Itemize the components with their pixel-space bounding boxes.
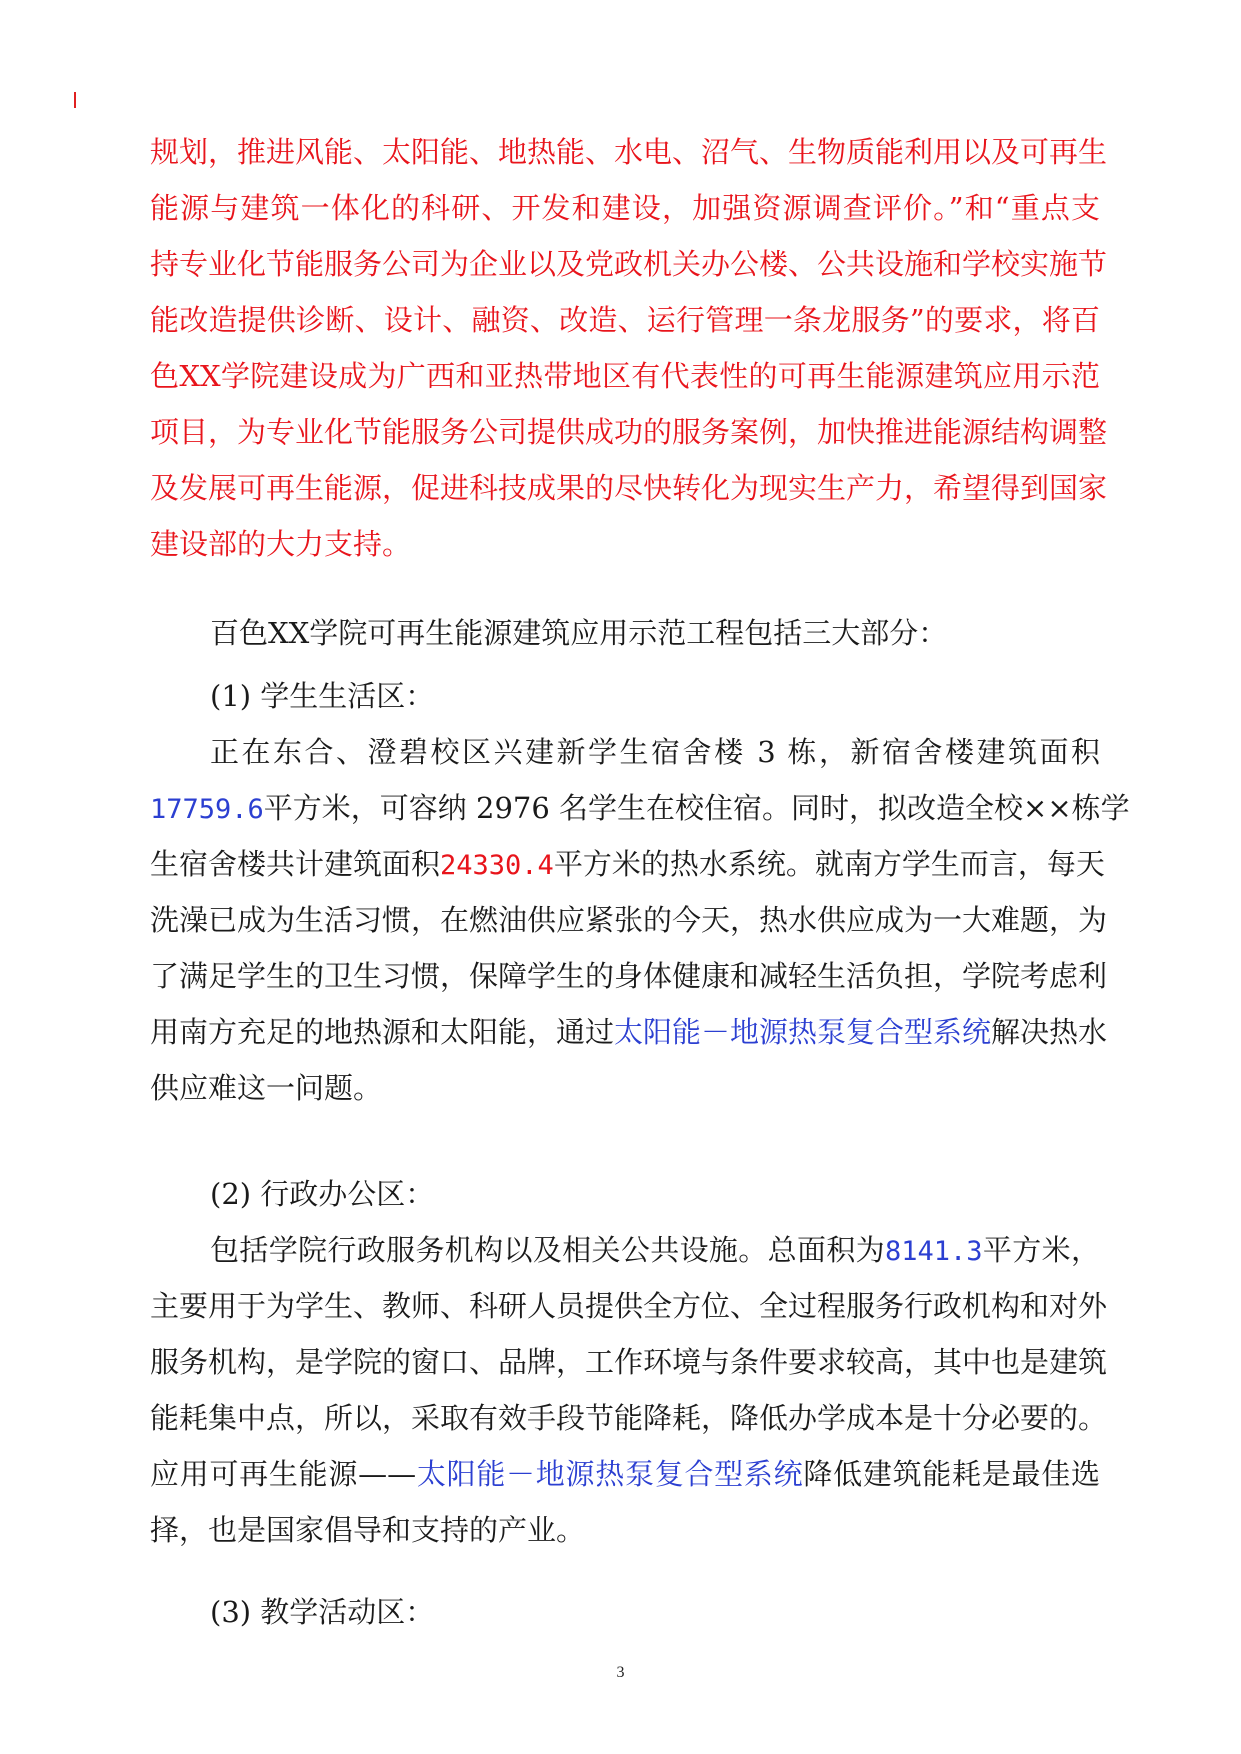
section2-line-6: 择，也是国家倡导和支持的产业。 xyxy=(150,1513,586,1547)
section-student-living xyxy=(150,668,1130,1116)
section-teaching xyxy=(150,1584,1100,1640)
page-number: 3 xyxy=(616,1664,625,1681)
section1-line-3-rest: 平方米的热水系统。就南方学生而言，每天 xyxy=(553,847,1105,881)
section2-line-5 xyxy=(150,1446,1100,1502)
section2-heading: (2) 行政办公区： xyxy=(210,1177,435,1211)
section2-line-4: 能耗集中点，所以，采取有效手段节能降耗，降低办学成本是十分必要的。 xyxy=(150,1401,1108,1435)
section2-line-5-pre: 应用可再生能源—— xyxy=(150,1457,417,1491)
intro-line-4: 能改造提供诊断、设计、融资、改造、运行管理一条龙服务”的要求，将百 xyxy=(150,303,1100,337)
system-name-highlight-1: 太阳能－地源热泵复合型系统 xyxy=(614,1015,992,1049)
area-value-new-dorms: 17759.6 xyxy=(150,794,264,825)
summary-line: 百色XX学院可再生能源建筑应用示范工程包括三大部分： xyxy=(210,616,948,650)
section3-heading: (3) 教学活动区： xyxy=(210,1595,435,1629)
section1-line-5: 了满足学生的卫生习惯，保障学生的身体健康和减轻生活负担，学院考虑利 xyxy=(150,959,1108,993)
section1-line-6-pre: 用南方充足的地热源和太阳能，通过 xyxy=(150,1015,615,1049)
intro-line-6: 项目，为专业化节能服务公司提供成功的服务案例，加快推进能源结构调整 xyxy=(150,415,1108,449)
section2-line-2: 主要用于为学生、教师、科研人员提供全方位、全过程服务行政机构和对外 xyxy=(150,1289,1108,1323)
section1-line-1: 正在东合、澄碧校区兴建新学生宿舍楼 3 栋，新宿舍楼建筑面积 xyxy=(210,735,1100,769)
section1-line-3-pre: 生宿舍楼共计建筑面积 xyxy=(150,847,441,881)
section-admin-office xyxy=(150,1166,1108,1558)
section2-line-1 xyxy=(150,1222,1100,1278)
section2-line-1-pre: 包括学院行政服务机构以及相关公共设施。总面积为 xyxy=(210,1233,886,1267)
intro-line-8: 建设部的大力支持。 xyxy=(150,527,412,561)
summary-paragraph xyxy=(150,605,1100,661)
system-name-highlight-2: 太阳能－地源热泵复合型系统 xyxy=(416,1457,804,1491)
section1-heading: (1) 学生生活区： xyxy=(210,679,435,713)
intro-line-3: 持专业化节能服务公司为企业以及党政机关办公楼、公共设施和学校实施节 xyxy=(150,247,1108,281)
section2-line-1-rest: 平方米， xyxy=(982,1233,1100,1267)
section1-line-2 xyxy=(150,780,1130,836)
intro-line-1: 规划，推进风能、太阳能、地热能、水电、沼气、生物质能利用以及可再生 xyxy=(150,135,1108,169)
section1-line-6 xyxy=(150,1004,1108,1060)
intro-paragraph xyxy=(150,124,1108,572)
section1-line-6-rest: 解决热水 xyxy=(991,1015,1108,1049)
area-value-admin: 8141.3 xyxy=(885,1236,983,1267)
text-cursor-mark xyxy=(74,92,76,108)
area-value-renovation: 24330.4 xyxy=(440,850,554,881)
section1-line-7: 供应难这一问题。 xyxy=(150,1071,383,1105)
section1-line-2-rest: 平方米，可容纳 2976 名学生在校住宿。同时，拟改造全校××栋学 xyxy=(263,791,1130,825)
section2-line-5-rest: 降低建筑能耗是最佳选 xyxy=(803,1457,1100,1491)
intro-line-5: 色XX学院建设成为广西和亚热带地区有代表性的可再生能源建筑应用示范 xyxy=(150,359,1100,393)
intro-line-7: 及发展可再生能源，促进科技成果的尽快转化为现实生产力，希望得到国家 xyxy=(150,471,1108,505)
section1-line-4: 洗澡已成为生活习惯，在燃油供应紧张的今天，热水供应成为一大难题，为 xyxy=(150,903,1108,937)
section1-line-3 xyxy=(150,836,1105,892)
section2-line-3: 服务机构，是学院的窗口、品牌，工作环境与条件要求较高，其中也是建筑 xyxy=(150,1345,1108,1379)
intro-line-2: 能源与建筑一体化的科研、开发和建设，加强资源调查评价。”和“重点支 xyxy=(150,191,1100,225)
